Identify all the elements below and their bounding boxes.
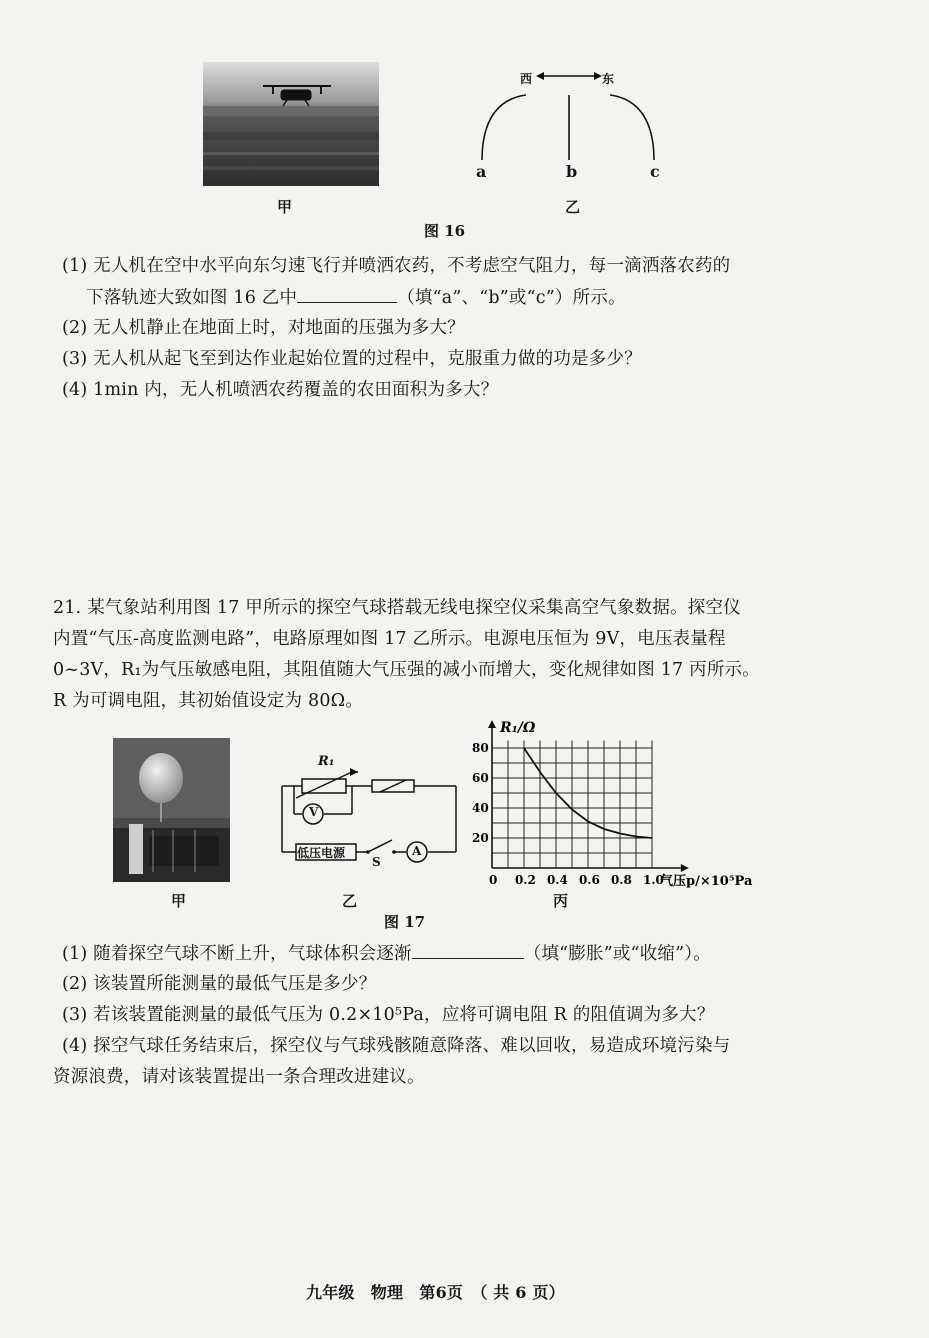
path-c-label: c [650, 162, 660, 181]
x-tick-label: 0.6 [579, 873, 600, 887]
fig17-yi-label: 乙 [342, 892, 358, 910]
x-tick-label: 0.2 [515, 873, 536, 887]
fig16-title: 图 16 [424, 222, 466, 240]
q20-answer-blank[interactable] [297, 284, 397, 303]
fig16-jia-label: 甲 [277, 198, 293, 216]
chart-grid [492, 741, 652, 869]
q20-sub1-b-post: （填“a”、“b”或“c”）所示。 [397, 288, 626, 308]
x-tick-label: 0.8 [611, 873, 632, 887]
fig17-bing-label: 丙 [553, 892, 569, 910]
r1-pressure-chart [462, 718, 782, 890]
q20-sub3: (3) 无人机从起飞至到达作业起始位置的过程中，克服重力做的功是多少？ [62, 349, 642, 369]
fig16-yi-label: 乙 [565, 198, 581, 216]
drone-photo [203, 62, 379, 186]
q21-sub4-b: 资源浪费，请对该装置提出一条合理改进建议。 [53, 1067, 425, 1087]
page-footer: 九年级 物理 第6页 （ 共 6 页） [306, 1283, 565, 1302]
q21-sub1-pre: (1) 随着探空气球不断上升，气球体积会逐渐 [62, 944, 412, 964]
q21-sub2: (2) 该装置所能测量的最低气压是多少？ [62, 974, 377, 994]
chart-xlabel: 气压p/×10⁵Pa [660, 874, 753, 889]
q21-line1: 21. 某气象站利用图 17 甲所示的探空气球搭载无线电探空仪采集高空气象数据。探空仪 [53, 598, 741, 618]
q21-sub4-a: (4) 探空气球任务结束后，探空仪与气球残骸随意降落、难以回收，易造成环境污染与 [62, 1036, 731, 1056]
q20-sub1-b-pre: 下落轨迹大致如图 16 乙中 [86, 288, 298, 308]
balloon-photo [113, 738, 230, 882]
q20-sub1-a: (1) 无人机在空中水平向东匀速飞行并喷洒农药，不考虑空气阻力，每一滴洒落农药的 [62, 256, 731, 276]
q21-line4: R 为可调电阻，其初始值设定为 80Ω。 [53, 691, 364, 711]
fig17-title: 图 17 [384, 913, 426, 931]
q20-sub1-b [86, 284, 626, 310]
east-label: 东 [602, 72, 615, 86]
trajectory-diagram [460, 62, 680, 212]
voltmeter-label: V [309, 805, 319, 819]
x-tick-label: 1.0 [643, 873, 664, 887]
q21-sub1-post: （填“膨胀”或“收缩”）。 [523, 944, 711, 964]
balloon-icon [139, 753, 183, 803]
r1-resistor-icon [302, 779, 346, 793]
r1-label: R₁ [318, 754, 335, 769]
path-b-label: b [566, 162, 578, 181]
y-tick-label: 80 [472, 741, 489, 755]
x-axis-arrow [681, 864, 689, 872]
x-tick-label: 0 [489, 873, 498, 887]
q20-sub2: (2) 无人机静止在地面上时，对地面的压强为多大？ [62, 318, 465, 338]
q21-answer-blank[interactable] [412, 940, 524, 959]
chart-ylabel: R₁/Ω [500, 720, 536, 736]
path-a-label: a [476, 162, 487, 181]
ammeter-label: A [412, 844, 422, 858]
q21-sub1 [62, 940, 711, 966]
x-tick-label: 0.4 [547, 873, 568, 887]
q20-sub4: (4) 1min 内，无人机喷洒农药覆盖的农田面积为多大？ [62, 380, 499, 400]
y-tick-label: 20 [472, 831, 489, 845]
q21-line3: 0~3V，R₁为气压敏感电阻，其阻值随大气压强的减小而增大，变化规律如图 17 丙所示。 [53, 660, 760, 680]
y-tick-label: 40 [472, 801, 489, 815]
power-source-label: 低压电源 [297, 846, 346, 860]
switch-label: S [372, 855, 381, 869]
fig17-jia-label: 甲 [171, 892, 187, 910]
q21-sub3: (3) 若该装置能测量的最低气压为 0.2×10⁵Pa，应将可调电阻 R 的阻值调为多大？ [62, 1005, 715, 1025]
y-axis-arrow [488, 720, 496, 728]
y-tick-label: 60 [472, 771, 489, 785]
west-label: 西 [520, 72, 533, 86]
q21-line2: 内置“气压-高度监测电路”，电路原理如图 17 乙所示。电源电压恒为 9V，电压表量程 [53, 629, 726, 649]
